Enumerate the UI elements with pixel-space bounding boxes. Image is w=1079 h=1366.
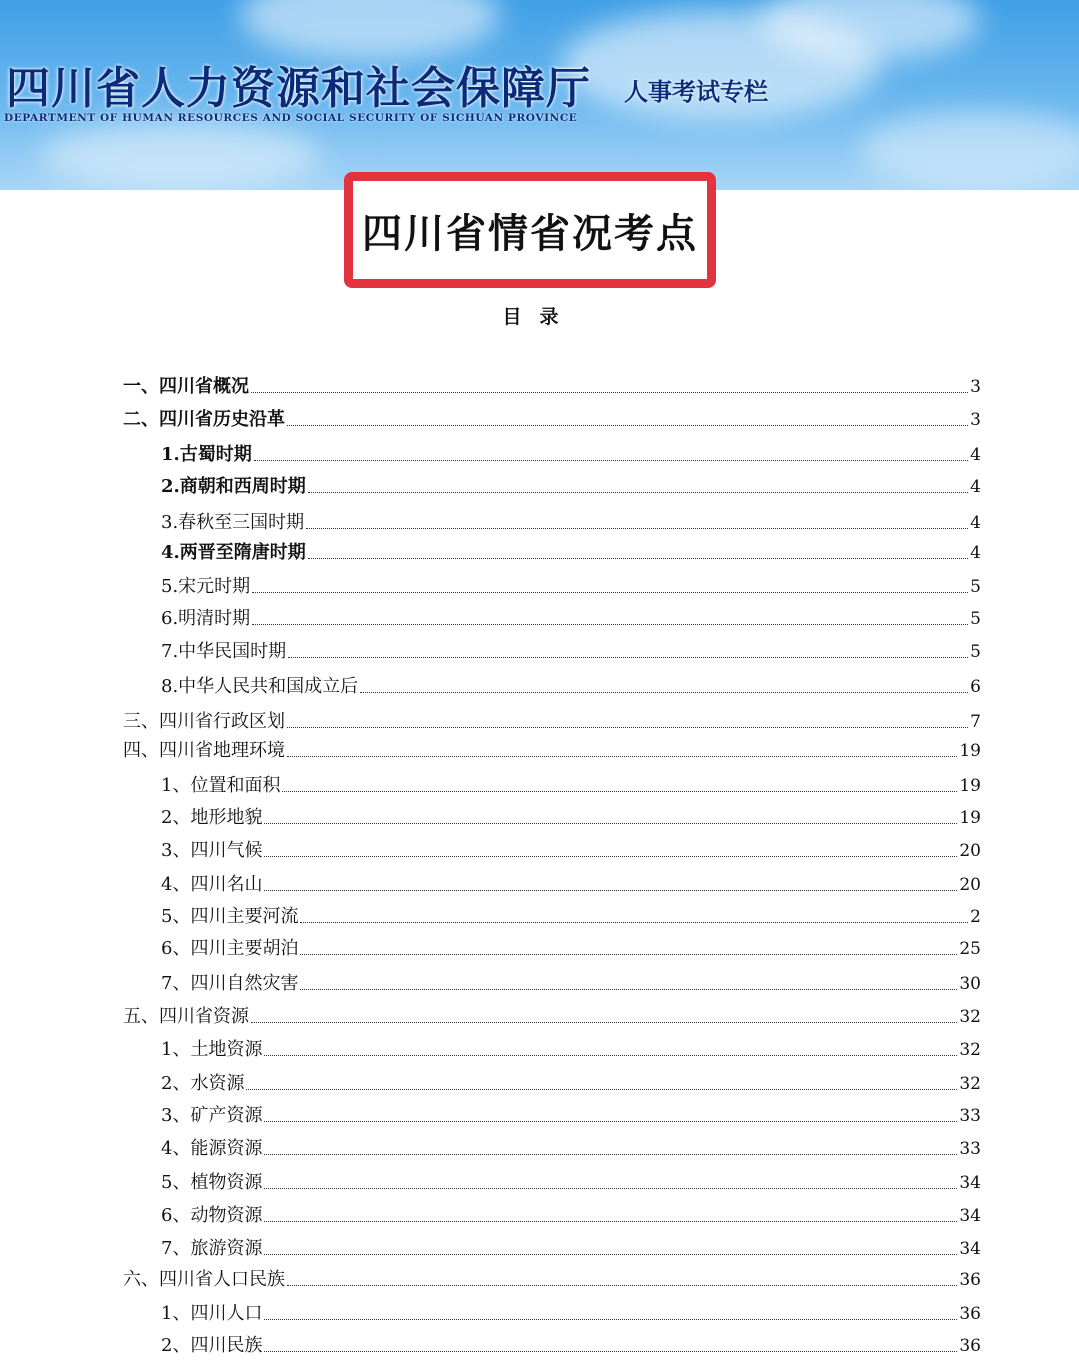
toc-entry (161, 676, 981, 698)
toc-leader-dots (287, 424, 968, 426)
toc-entry (161, 1105, 981, 1127)
toc-leader-dots (308, 491, 968, 493)
document-title: 四川省情省况考点 (362, 210, 698, 257)
toc-entry (161, 973, 981, 995)
toc-leader-dots (360, 691, 968, 693)
toc-entry-label: 6、四川主要胡泊 (161, 938, 299, 959)
toc-entry (161, 542, 981, 564)
toc-leader-dots (288, 656, 968, 658)
toc-entry-label: 7.中华民国时期 (161, 641, 287, 662)
toc-entry-label: 7、旅游资源 (161, 1238, 263, 1259)
toc-entry (123, 740, 981, 762)
toc-entry-label: 六、四川省人口民族 (123, 1269, 285, 1290)
toc-entry (161, 512, 981, 534)
toc-entry (123, 1269, 981, 1291)
toc-entry (123, 376, 981, 398)
toc-entry-page: 4 (970, 445, 981, 465)
toc-entry (161, 1138, 981, 1160)
toc-entry-page: 3 (970, 410, 981, 430)
toc-entry-label: 3.春秋至三国时期 (161, 512, 305, 533)
toc-entry-page: 2 (970, 907, 981, 927)
toc-leader-dots (264, 1153, 957, 1155)
toc-leader-dots (264, 889, 957, 891)
toc-entry (161, 807, 981, 829)
toc-entry (161, 1205, 981, 1227)
toc-entry-page: 33 (959, 1139, 981, 1159)
toc-entry-label: 8.中华人民共和国成立后 (161, 676, 359, 697)
toc-leader-dots (264, 1350, 957, 1352)
toc-entry (161, 608, 981, 630)
toc-entry (161, 641, 981, 663)
toc-entry-page: 5 (970, 642, 981, 662)
toc-leader-dots (246, 1088, 957, 1090)
toc-leader-dots (306, 527, 968, 529)
toc-entry-page: 20 (959, 841, 981, 861)
toc-entry-label: 4.两晋至隋唐时期 (161, 542, 306, 563)
toc-entry (161, 576, 981, 598)
toc-entry (123, 1006, 981, 1028)
toc-entry-page: 32 (959, 1007, 981, 1027)
toc-entry (123, 711, 981, 733)
toc-entry (123, 409, 981, 431)
toc-leader-dots (252, 591, 968, 593)
toc-entry-label: 4、能源资源 (161, 1138, 263, 1159)
toc-entry (161, 444, 981, 466)
toc-entry-page: 36 (959, 1270, 981, 1290)
toc-entry-page: 19 (959, 741, 981, 761)
toc-leader-dots (300, 921, 968, 923)
toc-entry-page: 19 (959, 776, 981, 796)
toc-entry-label: 2、四川民族 (161, 1335, 263, 1356)
toc-entry-label: 5.宋元时期 (161, 576, 251, 597)
toc-leader-dots (264, 1253, 957, 1255)
toc-leader-dots (264, 1318, 957, 1320)
toc-entry-page: 34 (959, 1173, 981, 1193)
toc-entry-page: 4 (970, 513, 981, 533)
toc-leader-dots (251, 1021, 957, 1023)
toc-entry-label: 三、四川省行政区划 (123, 711, 285, 732)
toc-entry-page: 32 (959, 1074, 981, 1094)
toc-entry-label: 2.商朝和西周时期 (161, 476, 306, 497)
toc-entry-page: 19 (959, 808, 981, 828)
toc-entry (161, 476, 981, 498)
toc-leader-dots (254, 459, 968, 461)
toc-entry-page: 34 (959, 1239, 981, 1259)
toc-entry-label: 2、水资源 (161, 1073, 245, 1094)
toc-entry-page: 4 (970, 543, 981, 563)
toc-leader-dots (252, 623, 968, 625)
toc-entry (161, 906, 981, 928)
toc-leader-dots (300, 953, 957, 955)
toc-entry-label: 四、四川省地理环境 (123, 740, 285, 761)
toc-entry-label: 3、四川气候 (161, 840, 263, 861)
toc-entry-label: 2、地形地貌 (161, 807, 263, 828)
toc-heading: 目录 (502, 306, 577, 328)
site-subtitle: DEPARTMENT OF HUMAN RESOURCES AND SOCIAL SECURITY OF SICHUAN PROVINCE (4, 112, 578, 124)
toc-entry-label: 二、四川省历史沿革 (123, 409, 285, 430)
toc-entry-page: 36 (959, 1304, 981, 1324)
toc-entry-page: 33 (959, 1106, 981, 1126)
toc-leader-dots (264, 1120, 957, 1122)
toc-leader-dots (264, 1054, 957, 1056)
toc-leader-dots (287, 1284, 957, 1286)
toc-leader-dots (251, 391, 968, 393)
toc-leader-dots (264, 1187, 957, 1189)
toc-entry-label: 一、四川省概况 (123, 376, 249, 397)
toc-leader-dots (300, 988, 957, 990)
toc-leader-dots (264, 1220, 957, 1222)
toc-entry (161, 938, 981, 960)
toc-entry-page: 6 (970, 677, 981, 697)
toc-entry-page: 7 (970, 712, 981, 732)
toc-entry-label: 5、四川主要河流 (161, 906, 299, 927)
toc-entry-label: 1、土地资源 (161, 1039, 263, 1060)
toc-leader-dots (264, 855, 957, 857)
toc-entry-label: 五、四川省资源 (123, 1006, 249, 1027)
toc-entry-label: 3、矿产资源 (161, 1105, 263, 1126)
toc-entry (161, 1073, 981, 1095)
toc-entry-label: 4、四川名山 (161, 874, 263, 895)
toc-entry-page: 25 (959, 939, 981, 959)
toc-entry-label: 1、四川人口 (161, 1303, 263, 1324)
toc-entry-page: 5 (970, 577, 981, 597)
column-title: 人事考试专栏 (624, 77, 768, 106)
toc-entry-label: 7、四川自然灾害 (161, 973, 299, 994)
toc-entry-page: 4 (970, 477, 981, 497)
toc-entry-label: 1.古蜀时期 (161, 444, 252, 465)
toc-entry-page: 30 (959, 974, 981, 994)
toc-entry-label: 6、动物资源 (161, 1205, 263, 1226)
toc-entry-page: 34 (959, 1206, 981, 1226)
toc-entry-label: 1、位置和面积 (161, 775, 281, 796)
toc-entry-page: 32 (959, 1040, 981, 1060)
toc-entry (161, 1039, 981, 1061)
toc-entry-page: 36 (959, 1336, 981, 1356)
toc-entry (161, 1172, 981, 1194)
toc-leader-dots (282, 790, 957, 792)
toc-leader-dots (264, 822, 957, 824)
toc-entry (161, 775, 981, 797)
toc-entry (161, 1303, 981, 1325)
toc-entry-label: 6.明清时期 (161, 608, 251, 629)
toc-leader-dots (287, 755, 957, 757)
toc-entry (161, 840, 981, 862)
toc-leader-dots (287, 726, 968, 728)
toc-entry-label: 5、植物资源 (161, 1172, 263, 1193)
toc-entry (161, 874, 981, 896)
site-title: 四川省人力资源和社会保障厅 (6, 63, 591, 114)
toc-entry-page: 20 (959, 875, 981, 895)
toc-entry-page: 3 (970, 377, 981, 397)
toc-entry (161, 1335, 981, 1357)
toc-leader-dots (308, 557, 968, 559)
toc-entry (161, 1238, 981, 1260)
toc-entry-page: 5 (970, 609, 981, 629)
